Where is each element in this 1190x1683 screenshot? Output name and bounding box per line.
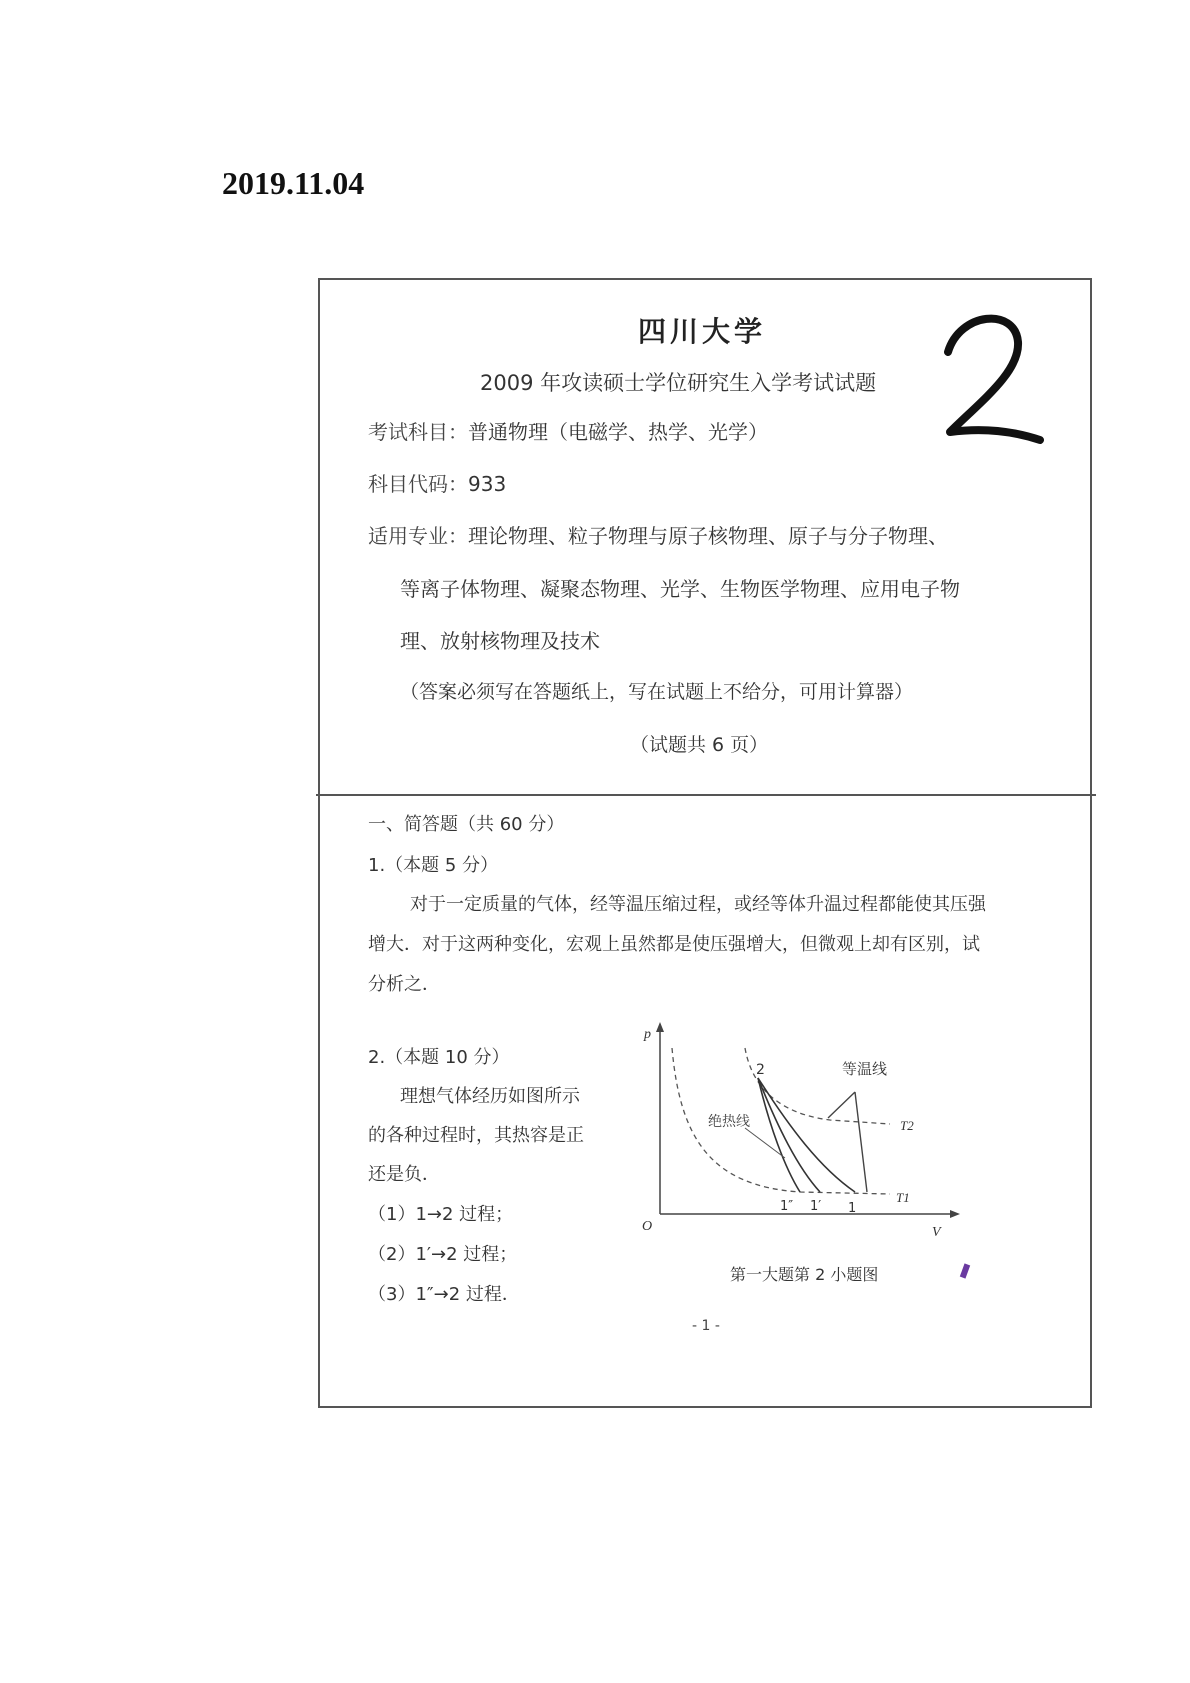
point-1pp-label: 1″ [780,1199,794,1214]
q1-line-2: 增大．对于这两种变化，宏观上虽然都是使压强增大，但微观上却有区别，试 [368,934,980,955]
q2-line-1: 理想气体经历如图所示 [400,1086,580,1107]
code-row [368,468,506,497]
t1-label: T1 [896,1190,910,1205]
majors-line-3: 理、放射核物理及技术 [400,629,600,653]
majors-label: 适用专业： [368,524,468,548]
isotherm-label: 等温线 [842,1060,888,1078]
q2-item-2: （2）1′→2 过程； [368,1244,518,1265]
p-axis-arrow [656,1022,664,1032]
q1-header: 1.（本题 5 分） [368,855,499,876]
origin-label: O [642,1219,653,1234]
adiabat-label: 绝热线 [708,1114,750,1130]
q2-item-3: （3）1″→2 过程． [368,1284,520,1305]
point-1-label: 1 [848,1201,857,1216]
figure-caption: 第一大题第 2 小题图 [730,1265,879,1284]
handwritten-page-number [940,302,1050,442]
majors-line-2: 等离子体物理、凝聚态物理、光学、生物医学物理、应用电子物 [400,577,960,601]
p-axis-label: p [644,1027,651,1042]
q2-item-1: （1）1→2 过程； [368,1204,514,1225]
q1-line-3: 分析之． [368,974,440,995]
subject-row [368,416,768,445]
t2-label: T2 [900,1118,914,1133]
header-date: 2019.11.04 [222,165,365,201]
adiabat-pointer [745,1128,785,1158]
point-1p-label: 1′ [810,1199,822,1214]
exam-sheet [318,278,1092,1408]
q2-header: 2.（本题 10 分） [368,1047,510,1068]
pages-note: （试题共 6 页） [630,734,769,756]
q2-line-2: 的各种过程时，其热容是正 [368,1125,584,1146]
process-1p-2 [758,1078,820,1192]
subject-label: 考试科目： [368,420,468,444]
section-title: 一、简答题（共 60 分） [368,814,565,835]
majors-line-1: 理论物理、粒子物理与原子核物理、原子与分子物理、 [468,524,948,548]
q1-line-1: 对于一定质量的气体，经等温压缩过程，或经等体升温过程都能使其压强 [410,894,986,915]
exam-title: 2009 年攻读硕士学位研究生入学考试试题 [480,371,877,395]
pv-diagram [642,1018,970,1248]
code-value: 933 [468,472,507,496]
answer-note: （答案必须写在答题纸上，写在试题上不给分，可用计算器） [400,681,914,703]
page-footer: - 1 - [692,1318,720,1334]
v-axis-arrow [950,1210,960,1218]
point-2-label: 2 [756,1062,765,1078]
ink-spot [960,1263,970,1278]
majors-row [368,520,948,549]
code-label: 科目代码： [368,472,468,496]
subject-value: 普通物理（电磁学、热学、光学） [468,420,768,444]
v-axis-label: V [932,1225,941,1240]
q2-line-3: 还是负． [368,1164,440,1185]
isotherm-pointer [828,1092,867,1192]
section-divider [316,794,1096,796]
university-name: 四川大学 [638,315,767,348]
